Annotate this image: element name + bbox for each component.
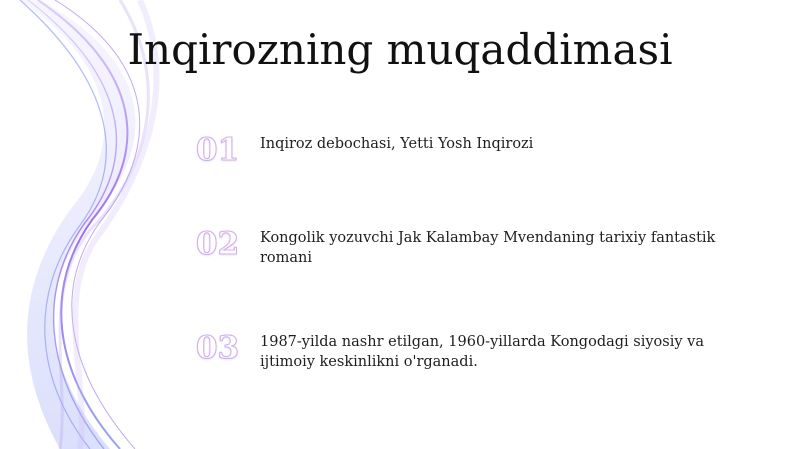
item-text: Kongolik yozuvchi Jak Kalambay Mvendaning tarixiy fantastik romani	[260, 230, 716, 266]
item-text: Inqiroz debochasi, Yetti Yosh Inqirozi	[260, 136, 534, 152]
slide-title: Inqirozning muqaddimasi	[127, 25, 673, 74]
item-text: 1987-yilda nashr etilgan, 1960-yillarda Kongodagi siyosiy va ijtimoiy keskinlikni o'rganadi.	[260, 334, 704, 370]
item-number: 02	[196, 226, 254, 262]
item-number: 01	[196, 132, 254, 168]
item-number: 03	[196, 330, 254, 366]
